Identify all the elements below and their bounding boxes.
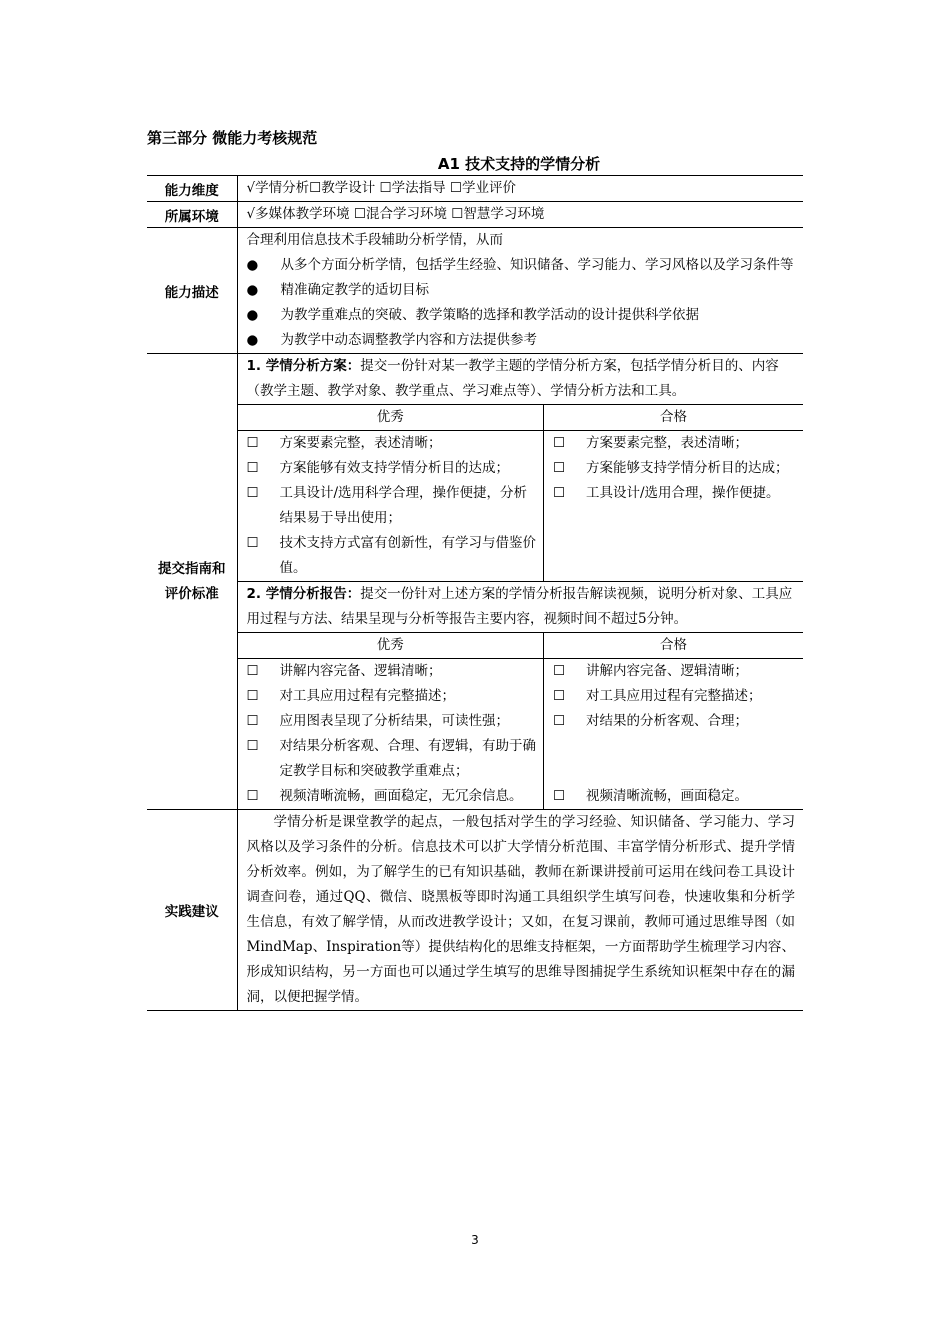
criterion-item [238, 531, 544, 581]
criterion-item [238, 659, 544, 684]
bullet-text: 为教学重难点的突破、教学策略的选择和教学活动的设计提供科学依据 [280, 307, 699, 323]
description-content [237, 228, 803, 354]
submission-item-heading [238, 354, 804, 404]
criterion-text: 讲解内容完备、逻辑清晰； [279, 663, 442, 679]
bullet-icon: ● [246, 257, 259, 273]
submission-item-heading [238, 581, 804, 632]
submission-item-text: 提交一份针对上述方案的学情分析报告解读视频，说明分析对象、工具应用过程与方法、结果呈现与分析等报告主要内容，视频时间不超过5分钟。 [246, 586, 793, 627]
checkbox-icon: ☐ [553, 460, 566, 476]
criterion-text: 对结果分析客观、合理、有逻辑，有助于确定教学目标和突破教学重难点； [279, 738, 536, 779]
section-title: 第三部分 微能力考核规范 [147, 129, 318, 147]
practice-text: 学情分析是课堂教学的起点，一般包括对学生的学习经验、知识储备、学习能力、学习风格以及学习条件的分析。信息技术可以扩大学情分析范围、丰富学情分析形式、提升学情分析效率。例如，为了解学生的已有知识基础，教师在新课讲授前可运用在线问卷工具设计调查问卷，通过QQ、微信、晓黑板等即时沟通工具组织学生填写问卷，快速收集和分析学生信息，有效了解学情，从而改进教学设计；又如，在复习课前，教师可通过思维导图（如MindMap、Inspiration等）提供结构化的思维支持框架，一方面帮助学生梳理学习内容、形成知识结构，另一方面也可以通过学生填写的思维导图捕捉学生系统知识框架中存在的漏洞，以便把握学情。 [246, 814, 795, 1005]
criterion-item [238, 784, 544, 809]
page-number: 3 [471, 1233, 479, 1247]
checkbox-icon: ☐ [246, 738, 259, 754]
criterion-text: 对工具应用过程有完整描述； [279, 688, 455, 704]
checkbox-icon: ☐ [553, 688, 566, 704]
submission-label [147, 354, 237, 810]
checkbox-icon: ☐ [246, 485, 259, 501]
pass-criteria [544, 659, 804, 810]
criterion-text: 工具设计/选用合理，操作便捷。 [586, 485, 780, 501]
bullet-icon: ● [246, 282, 259, 298]
submission-item-title: 2. 学情分析报告： [246, 586, 361, 602]
checkbox-icon: ☐ [246, 435, 259, 451]
description-bullet [238, 278, 804, 303]
bullet-text: 从多个方面分析学情，包括学生经验、知识储备、学习能力、学习风格以及学习条件等 [280, 257, 794, 273]
bullet-icon: ● [246, 307, 259, 323]
checkbox-icon: ☐ [553, 663, 566, 679]
description-intro: 合理利用信息技术手段辅助分析学情，从而 [246, 232, 503, 248]
criterion-text: 方案要素完整，表述清晰； [279, 435, 442, 451]
pass-header: 合格 [544, 633, 804, 659]
checkbox-icon: ☐ [246, 663, 259, 679]
excellent-header: 优秀 [238, 633, 544, 659]
document-title: A1 技术支持的学情分析 [437, 155, 601, 173]
excellent-header: 优秀 [238, 405, 544, 431]
criterion-item [238, 431, 544, 456]
checkbox-icon: ☐ [246, 688, 259, 704]
checkbox-icon: ☐ [246, 788, 259, 804]
criterion-item [544, 709, 803, 734]
criterion-item [544, 481, 803, 506]
submission-content [237, 354, 803, 810]
dimension-label: 能力维度 [147, 176, 237, 202]
excellent-criteria [238, 659, 544, 810]
criterion-text: 对工具应用过程有完整描述； [586, 688, 762, 704]
description-label: 能力描述 [147, 228, 237, 354]
criterion-text: 技术支持方式富有创新性，有学习与借鉴价值。 [279, 535, 536, 576]
environment-label: 所属环境 [147, 202, 237, 228]
checkbox-icon: ☐ [553, 435, 566, 451]
bullet-icon: ● [246, 332, 259, 348]
checkbox-icon: ☐ [246, 535, 259, 551]
description-bullet [238, 253, 804, 278]
criterion-text: 应用图表呈现了分析结果，可读性强； [279, 713, 509, 729]
practice-content [237, 810, 803, 1011]
criterion-item [238, 684, 544, 709]
criterion-text: 对结果的分析客观、合理； [586, 713, 748, 729]
description-bullet [238, 328, 804, 353]
dimension-value: √学情分析☐教学设计 ☐学法指导 ☐学业评价 [237, 176, 803, 202]
criterion-item [238, 481, 544, 531]
checkbox-icon: ☐ [553, 713, 566, 729]
criterion-item [544, 684, 803, 709]
checkbox-icon: ☐ [246, 713, 259, 729]
criterion-text: 工具设计/选用科学合理，操作便捷，分析结果易于导出使用； [279, 485, 528, 526]
criterion-text: 视频清晰流畅，画面稳定。 [586, 788, 748, 804]
criterion-item [544, 659, 803, 684]
criterion-text: 方案要素完整，表述清晰； [586, 435, 748, 451]
checkbox-icon: ☐ [246, 460, 259, 476]
assessment-table [147, 175, 803, 1011]
submission-label-line2: 评价标准 [164, 585, 219, 602]
environment-row [147, 202, 803, 228]
submission-item-title: 1. 学情分析方案： [246, 358, 361, 374]
bullet-text: 为教学中动态调整教学内容和方法提供参考 [280, 332, 537, 348]
criterion-item [544, 431, 803, 456]
checkbox-icon: ☐ [553, 485, 566, 501]
description-row [147, 228, 803, 354]
submission-item-text: 提交一份针对某一教学主题的学情分析方案，包括学情分析目的、内容（教学主题、教学对象、教学重点、学习难点等）、学情分析方法和工具。 [246, 358, 779, 399]
submission-row [147, 354, 803, 810]
description-bullet [238, 303, 804, 328]
criterion-item [544, 456, 803, 481]
criterion-item [238, 456, 544, 481]
environment-value: √多媒体教学环境 ☐混合学习环境 ☐智慧学习环境 [237, 202, 803, 228]
criterion-item [238, 734, 544, 784]
dimension-row [147, 176, 803, 202]
checkbox-icon: ☐ [553, 788, 566, 804]
criterion-item [544, 784, 803, 809]
criteria-table [238, 632, 804, 809]
criterion-text: 方案能够支持学情分析目的达成； [586, 460, 789, 476]
submission-label-line1: 提交指南和 [158, 560, 226, 577]
criterion-text: 讲解内容完备、逻辑清晰； [586, 663, 748, 679]
criteria-table [238, 404, 804, 581]
criterion-item [238, 709, 544, 734]
criterion-text: 方案能够有效支持学情分析目的达成； [279, 460, 509, 476]
pass-criteria [544, 431, 804, 582]
pass-header: 合格 [544, 405, 804, 431]
practice-row [147, 810, 803, 1011]
practice-label: 实践建议 [147, 810, 237, 1011]
criterion-text: 视频清晰流畅，画面稳定，无冗余信息。 [279, 788, 523, 804]
bullet-text: 精准确定教学的适切目标 [280, 282, 429, 298]
excellent-criteria [238, 431, 544, 582]
